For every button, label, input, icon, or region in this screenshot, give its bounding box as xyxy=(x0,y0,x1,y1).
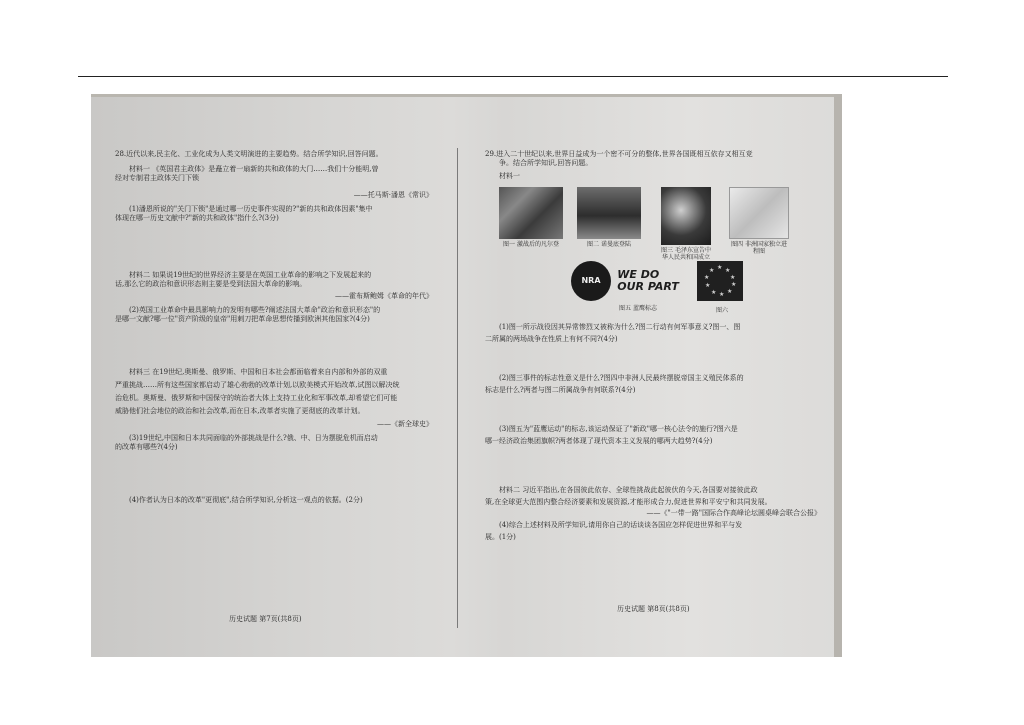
blue-eagle-logo xyxy=(571,261,611,301)
material1-label: 材料一 xyxy=(499,172,520,180)
figure-5 xyxy=(571,261,681,312)
figure-2-caption: 图二 诺曼底登陆 xyxy=(587,241,631,248)
left-page-footer: 历史试题 第7页(共8页) xyxy=(229,615,302,623)
q29-3b: 哪一经济政治集团旗帜?两者体现了现代资本主义发展的哪两大趋势?(4分) xyxy=(485,437,713,445)
flag-star-icon: ★ xyxy=(725,267,731,274)
q29-2: (2)图三事件的标志性意义是什么?图四中非洲人民最终摆脱帝国主义殖民体系的 xyxy=(499,374,744,382)
nra-logo-text: NRA xyxy=(581,276,601,285)
material3-text-4: 威胁他们社会地位的政治和社会改革,而在日本,改革者实施了更彻底的改革计划。 xyxy=(115,407,365,415)
material3-text-2: 严重挑战……所有这些国家都启动了雄心勃勃的改革计划,以欧美模式开始改革,试图以解决统 xyxy=(115,381,400,389)
q29-intro-2: 争。结合所学知识,回答问题。 xyxy=(499,159,593,167)
flag-star-icon: ★ xyxy=(719,291,725,298)
photo-right-edge xyxy=(834,94,842,657)
flag-star-icon: ★ xyxy=(711,289,717,296)
q28-1: (1)潘恩所说的"关门下锁"是通过哪一历史事件实现的?"新的共和政体因素"集中 xyxy=(129,205,373,213)
photo-top-edge xyxy=(91,94,842,97)
normandy-photo xyxy=(577,187,641,239)
material2-text-2: 话,那么它的政治和意识形态则主要是受到法国大革命的影响。 xyxy=(115,280,307,288)
figure-1-caption: 图一 激战后的凡尔登 xyxy=(503,241,559,248)
material3-text-3: 治危机。奥斯曼、俄罗斯和中国保守的统治者大体上支持工业化和军事改革,却希望它们可能 xyxy=(115,394,398,402)
figure-6-caption: 图六 xyxy=(715,307,728,314)
eu-flag xyxy=(697,261,743,301)
figure-5-caption: 图五 蓝鹰标志 xyxy=(619,305,657,312)
mao-photo xyxy=(661,187,711,245)
figure-4 xyxy=(729,187,789,255)
material1-source: ——托马斯·潘恩《常识》 xyxy=(353,191,433,199)
slogan-line-1: WE DO xyxy=(617,268,660,281)
q29-1: (1)图一所示战役因其异常惨烈又被称为什么?图二行动有何军事意义?图一、图 xyxy=(499,323,741,331)
material1-text-2: 经对专制君主政体关门下锁 xyxy=(115,174,199,182)
figure-row-2 xyxy=(485,261,825,321)
q28-4: (4)作者认为日本的改革"更彻底",结合所学知识,分析这一观点的依据。(2分) xyxy=(129,496,363,504)
figure-3 xyxy=(661,187,711,261)
exam-photo xyxy=(91,94,842,657)
material3-source: ——《新全球史》 xyxy=(377,420,433,428)
q28-2: (2)英国工业革命中最具影响力的发明有哪些?阐述法国大革命"政治和意识形态"的 xyxy=(129,306,381,314)
q29-intro: 29.进入二十世纪以来,世界日益成为一个密不可分的整体,世界各国既相互依存又相互竞 xyxy=(485,150,753,158)
left-page xyxy=(115,150,437,505)
material2-text: 材料二 习近平指出,在各国彼此依存、全球性挑战此起彼伏的今天,各国要对接彼此政 xyxy=(499,486,758,494)
flag-star-icon: ★ xyxy=(709,267,715,274)
q29-3: (3)图五为"蓝鹰运动"的标志,该运动保证了"新政"哪一核心法令的施行?图六是 xyxy=(499,425,738,433)
right-page xyxy=(485,150,825,542)
q29-4b: 展。(1分) xyxy=(485,533,516,541)
material2-text: 材料二 如果说19世纪的世界经济主要是在英国工业革命的影响之下发展起来的 xyxy=(129,271,372,279)
figure-1 xyxy=(499,187,563,248)
figure-3-caption: 图三 毛泽东宣告中华人民共和国成立 xyxy=(661,247,711,261)
material3-text: 材料三 在19世纪,奥斯曼、俄罗斯、中国和日本社会都面临着来自内部和外部的双重 xyxy=(129,368,388,376)
q28-2b: 是哪一文献?哪一位"资产阶级的皇帝"用刺刀把革命思想传播到欧洲其他国家?(4分) xyxy=(115,315,370,323)
q28-1b: 体现在哪一历史文献中?"新的共和政体"指什么?(3分) xyxy=(115,214,279,222)
flag-star-icon: ★ xyxy=(705,282,711,289)
we-do-our-part-slogan xyxy=(617,269,679,293)
verdun-photo xyxy=(499,187,563,239)
right-page-footer: 历史试题 第8页(共8页) xyxy=(617,605,690,613)
flag-star-icon: ★ xyxy=(731,281,737,288)
flag-star-icon: ★ xyxy=(727,288,733,295)
material2-source: ——《"一带一路"国际合作高峰论坛圆桌峰会联合公报》 xyxy=(646,509,821,517)
q29-1b: 二所属的两场战争在性质上有何不同?(4分) xyxy=(485,335,618,343)
material2-source: ——霍布斯鲍姆《革命的年代》 xyxy=(335,292,433,300)
slogan-line-2: OUR PART xyxy=(617,280,679,293)
q28-3: (3)19世纪,中国和日本共同面临的外部挑战是什么?俄、中、日为摆脱危机而启动 xyxy=(129,434,378,442)
africa-map xyxy=(729,187,789,239)
figure-4-caption: 图四 非洲国家独立进程图 xyxy=(731,241,787,255)
flag-star-icon: ★ xyxy=(704,274,710,281)
figure-6 xyxy=(697,261,747,314)
q29-2b: 标志是什么?两者与图二所属战争有何联系?(4分) xyxy=(485,386,636,394)
flag-star-icon: ★ xyxy=(730,274,736,281)
material1-text: 材料一 《英国君主政体》是矗立着一扇新的共和政体的大门……我们十分能明,曾 xyxy=(129,165,379,173)
top-rule xyxy=(78,76,948,77)
page-divider xyxy=(457,148,458,628)
flag-star-icon: ★ xyxy=(717,264,723,271)
figure-row-1 xyxy=(485,187,825,261)
q29-4: (4)综合上述材料及所学知识,请用你自己的话谈谈各国应怎样促进世界和平与发 xyxy=(499,521,743,529)
q28-intro: 28.近代以来,民主化、工业化成为人类文明演进的主要趋势。结合所学知识,回答问题。 xyxy=(115,150,383,158)
figure-2 xyxy=(577,187,641,248)
q28-3b: 的改革有哪些?(4分) xyxy=(115,443,178,451)
material2-text-2: 策,在全球更大范围内整合经济要素和发展资源,才能形成合力,促进世界和平安宁和共同发展。 xyxy=(485,498,772,506)
